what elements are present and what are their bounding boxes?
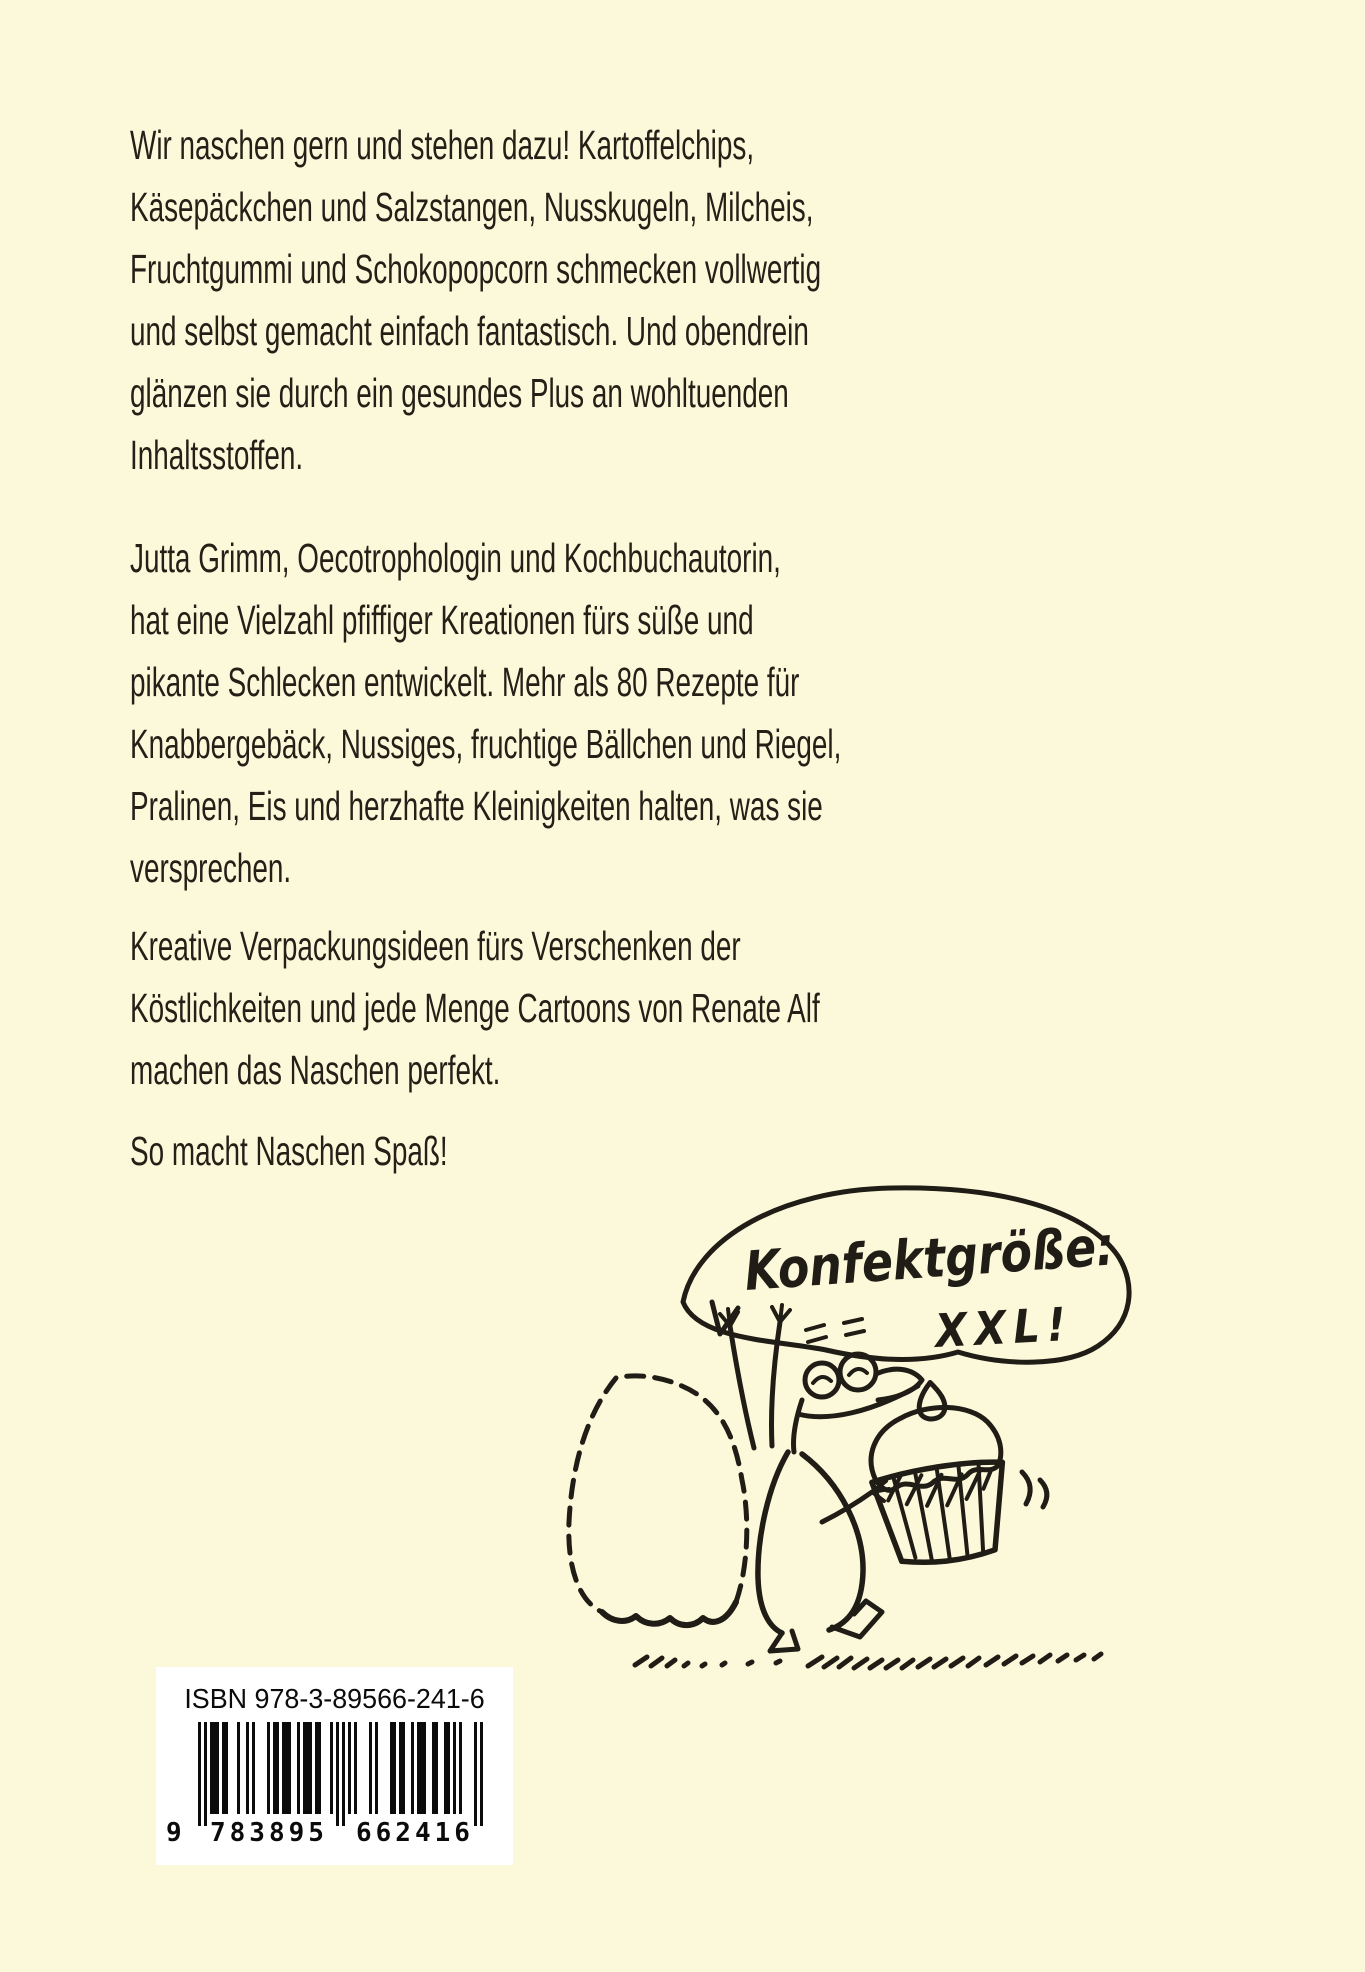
blurb-line: Jutta Grimm, Oecotrophologin und Kochbuchautorin, [130, 535, 781, 581]
speech-bubble-text-line2: XXL! [933, 1297, 1075, 1359]
squirrel-body [758, 1452, 882, 1651]
blurb-line: machen das Naschen perfekt. [130, 1047, 501, 1093]
blurb-line: Käsepäckchen und Salzstangen, Nusskugeln, Milcheis, [130, 184, 814, 230]
blurb-line: Fruchtgummi und Schokopopcorn schmecken vollwertig [130, 246, 822, 292]
blurb-line: hat eine Vielzahl pfiffiger Kreationen fürs süße und [130, 597, 754, 643]
ean13-barcode [198, 1722, 483, 1826]
blurb-line: Inhaltsstoffen. [130, 432, 304, 478]
blurb-line: Kreative Verpackungsideen fürs Verschenken der [130, 923, 741, 969]
blurb-line: glänzen sie durch ein gesundes Plus an wohltuenden [130, 370, 789, 416]
squirrel-tail [569, 1376, 747, 1625]
motion-lines [1022, 1472, 1047, 1507]
blurb-line: So macht Naschen Spaß! [130, 1128, 448, 1174]
blurb-line: pikante Schlecken entwickelt. Mehr als 80 Rezepte für [130, 659, 800, 705]
blurb-paragraph-1 [130, 114, 864, 486]
blurb-line: versprechen. [130, 845, 292, 891]
blurb-line: Knabbergebäck, Nussiges, fruchtige Bällchen und Riegel, [130, 721, 842, 767]
blurb-line: und selbst gemacht einfach fantastisch. Und obendrein [130, 308, 809, 354]
cupcake-cherry [916, 1381, 946, 1420]
ground-hatching [635, 1654, 1101, 1668]
squirrel-arms [720, 1305, 790, 1448]
blurb-paragraph-3 [130, 915, 864, 1101]
ean-digit-lead: 9 [166, 1818, 182, 1848]
speech-bubble-text-line1: Konfektgröße: [742, 1213, 1117, 1303]
squirrel-cartoon [430, 1150, 1150, 1680]
ean-digit-group1: 783895 [210, 1818, 328, 1848]
blurb-line: Köstlichkeiten und jede Menge Cartoons von Renate Alf [130, 985, 820, 1031]
blurb-line: Wir naschen gern und stehen dazu! Kartoffelchips, [130, 122, 755, 168]
ean-digit-group2: 662416 [356, 1818, 474, 1848]
isbn-label: ISBN 978-3-89566-241-6 [184, 1683, 485, 1714]
squirrel-face [793, 1319, 922, 1452]
blurb-paragraph-2 [130, 527, 864, 899]
blurb-line: Pralinen, Eis und herzhafte Kleinigkeiten halten, was sie [130, 783, 823, 829]
